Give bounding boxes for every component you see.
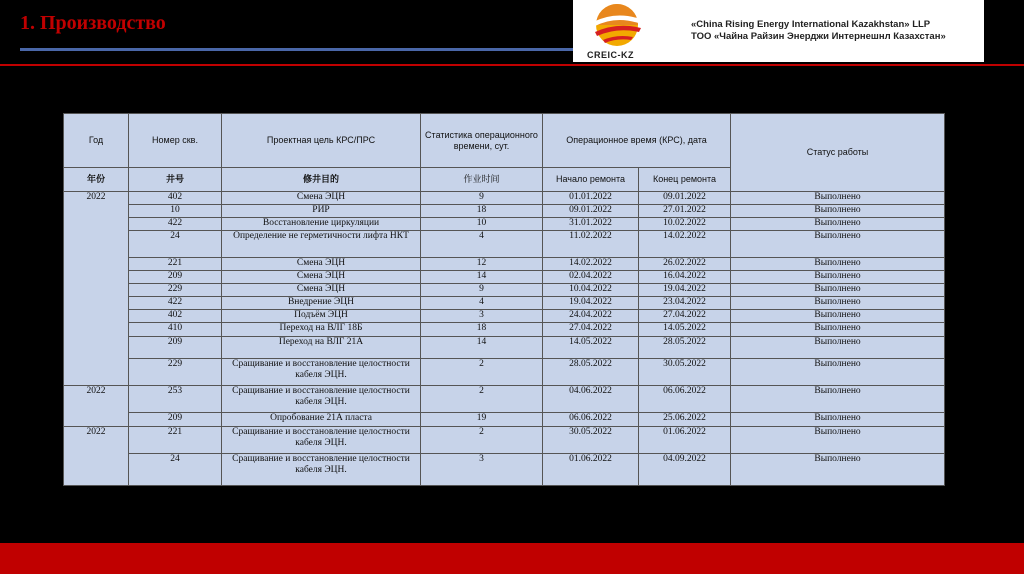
table-row [64, 337, 945, 359]
table-row [64, 413, 945, 427]
status-cell: Выполнено [731, 427, 945, 454]
end-cell: 25.06.2022 [639, 413, 731, 427]
days-cell: 4 [421, 297, 543, 310]
page-title: 1. Производство [20, 12, 166, 34]
table-row [64, 231, 945, 258]
goal-cell: Сращивание и восстановление целостности кабеля ЭЦН. [222, 454, 421, 486]
days-cell: 10 [421, 218, 543, 231]
company-logo-icon [583, 2, 651, 48]
table-row [64, 386, 945, 413]
well-cell: 402 [129, 310, 222, 323]
start-cell: 19.04.2022 [543, 297, 639, 310]
well-cell: 229 [129, 284, 222, 297]
goal-cell: Опробование 21А пласта [222, 413, 421, 427]
end-cell: 09.01.2022 [639, 192, 731, 205]
well-cell: 253 [129, 386, 222, 413]
goal-cell: Смена ЭЦН [222, 284, 421, 297]
well-cell: 221 [129, 258, 222, 271]
end-cell: 01.06.2022 [639, 427, 731, 454]
table-row [64, 284, 945, 297]
start-cell: 24.04.2022 [543, 310, 639, 323]
header-row [64, 114, 945, 168]
well-cell: 209 [129, 413, 222, 427]
header-end: Конец ремонта [639, 168, 731, 192]
end-cell: 16.04.2022 [639, 271, 731, 284]
status-cell: Выполнено [731, 231, 945, 258]
days-cell: 4 [421, 231, 543, 258]
start-cell: 30.05.2022 [543, 427, 639, 454]
table-row [64, 427, 945, 454]
days-cell: 2 [421, 359, 543, 386]
days-cell: 2 [421, 427, 543, 454]
table-row [64, 205, 945, 218]
status-cell: Выполнено [731, 454, 945, 486]
well-cell: 209 [129, 337, 222, 359]
end-cell: 27.01.2022 [639, 205, 731, 218]
company-name-en: «China Rising Energy International Kazakhstan» LLP [691, 19, 931, 30]
goal-cell: Переход на ВЛГ 21А [222, 337, 421, 359]
goal-cell: Подъём ЭЦН [222, 310, 421, 323]
end-cell: 10.02.2022 [639, 218, 731, 231]
goal-cell: Восстановление циркуляции [222, 218, 421, 231]
header-goal-cn: 修井目的 [222, 168, 421, 192]
start-cell: 11.02.2022 [543, 231, 639, 258]
header-start: Начало ремонта [543, 168, 639, 192]
goal-cell: Внедрение ЭЦН [222, 297, 421, 310]
header-optime: Операционное время (КРС), дата [543, 114, 731, 168]
header-divider [0, 64, 1024, 66]
end-cell: 14.05.2022 [639, 323, 731, 337]
workover-table [63, 113, 945, 486]
table-row [64, 310, 945, 323]
footer-band [0, 543, 1024, 574]
company-banner [573, 0, 984, 62]
goal-cell: Переход на ВЛГ 18Б [222, 323, 421, 337]
end-cell: 04.09.2022 [639, 454, 731, 486]
status-cell: Выполнено [731, 205, 945, 218]
end-cell: 28.05.2022 [639, 337, 731, 359]
well-cell: 209 [129, 271, 222, 284]
year-cell: 2022 [64, 427, 129, 486]
end-cell: 30.05.2022 [639, 359, 731, 386]
well-cell: 422 [129, 297, 222, 310]
status-cell: Выполнено [731, 386, 945, 413]
end-cell: 06.06.2022 [639, 386, 731, 413]
status-cell: Выполнено [731, 192, 945, 205]
start-cell: 01.01.2022 [543, 192, 639, 205]
table-row [64, 258, 945, 271]
days-cell: 18 [421, 323, 543, 337]
table-row [64, 454, 945, 486]
start-cell: 27.04.2022 [543, 323, 639, 337]
table-row [64, 271, 945, 284]
start-cell: 10.04.2022 [543, 284, 639, 297]
well-cell: 422 [129, 218, 222, 231]
goal-cell: Сращивание и восстановление целостности кабеля ЭЦН. [222, 359, 421, 386]
start-cell: 09.01.2022 [543, 205, 639, 218]
end-cell: 27.04.2022 [639, 310, 731, 323]
header-well: Номер скв. [129, 114, 222, 168]
well-cell: 24 [129, 231, 222, 258]
start-cell: 04.06.2022 [543, 386, 639, 413]
start-cell: 31.01.2022 [543, 218, 639, 231]
status-cell: Выполнено [731, 271, 945, 284]
well-cell: 229 [129, 359, 222, 386]
days-cell: 2 [421, 386, 543, 413]
status-cell: Выполнено [731, 413, 945, 427]
status-cell: Выполнено [731, 258, 945, 271]
status-cell: Выполнено [731, 297, 945, 310]
days-cell: 9 [421, 284, 543, 297]
days-cell: 3 [421, 310, 543, 323]
header-stat-cn: 作业时间 [421, 168, 543, 192]
header-year: Год [64, 114, 129, 168]
days-cell: 14 [421, 337, 543, 359]
status-cell: Выполнено [731, 218, 945, 231]
goal-cell: РИР [222, 205, 421, 218]
days-cell: 14 [421, 271, 543, 284]
table-row [64, 218, 945, 231]
start-cell: 01.06.2022 [543, 454, 639, 486]
goal-cell: Смена ЭЦН [222, 192, 421, 205]
status-cell: Выполнено [731, 310, 945, 323]
goal-cell: Сращивание и восстановление целостности кабеля ЭЦН. [222, 386, 421, 413]
header-stat: Статистика операционного времени, сут. [421, 114, 543, 168]
end-cell: 26.02.2022 [639, 258, 731, 271]
days-cell: 18 [421, 205, 543, 218]
well-cell: 221 [129, 427, 222, 454]
days-cell: 12 [421, 258, 543, 271]
status-cell: Выполнено [731, 323, 945, 337]
table-row [64, 359, 945, 386]
well-cell: 402 [129, 192, 222, 205]
days-cell: 19 [421, 413, 543, 427]
goal-cell: Смена ЭЦН [222, 271, 421, 284]
start-cell: 02.04.2022 [543, 271, 639, 284]
table-row [64, 323, 945, 337]
well-cell: 10 [129, 205, 222, 218]
header-well-cn: 井号 [129, 168, 222, 192]
start-cell: 06.06.2022 [543, 413, 639, 427]
days-cell: 9 [421, 192, 543, 205]
well-cell: 410 [129, 323, 222, 337]
start-cell: 14.05.2022 [543, 337, 639, 359]
goal-cell: Определение не герметичности лифта НКТ [222, 231, 421, 258]
status-cell: Выполнено [731, 284, 945, 297]
year-cell: 2022 [64, 386, 129, 427]
goal-cell: Смена ЭЦН [222, 258, 421, 271]
start-cell: 14.02.2022 [543, 258, 639, 271]
header-goal: Проектная цель КРС/ПРС [222, 114, 421, 168]
end-cell: 14.02.2022 [639, 231, 731, 258]
header-status: Статус работы [731, 114, 945, 192]
header-year-cn: 年份 [64, 168, 129, 192]
goal-cell: Сращивание и восстановление целостности кабеля ЭЦН. [222, 427, 421, 454]
end-cell: 23.04.2022 [639, 297, 731, 310]
end-cell: 19.04.2022 [639, 284, 731, 297]
status-cell: Выполнено [731, 337, 945, 359]
days-cell: 3 [421, 454, 543, 486]
company-name-ru: ТОО «Чайна Райзин Энерджи Интернешнл Казахстан» [691, 31, 946, 42]
status-cell: Выполнено [731, 359, 945, 386]
year-cell: 2022 [64, 192, 129, 386]
start-cell: 28.05.2022 [543, 359, 639, 386]
well-cell: 24 [129, 454, 222, 486]
table-row [64, 192, 945, 205]
logo-label: CREIC-KZ [587, 50, 634, 60]
table-row [64, 297, 945, 310]
